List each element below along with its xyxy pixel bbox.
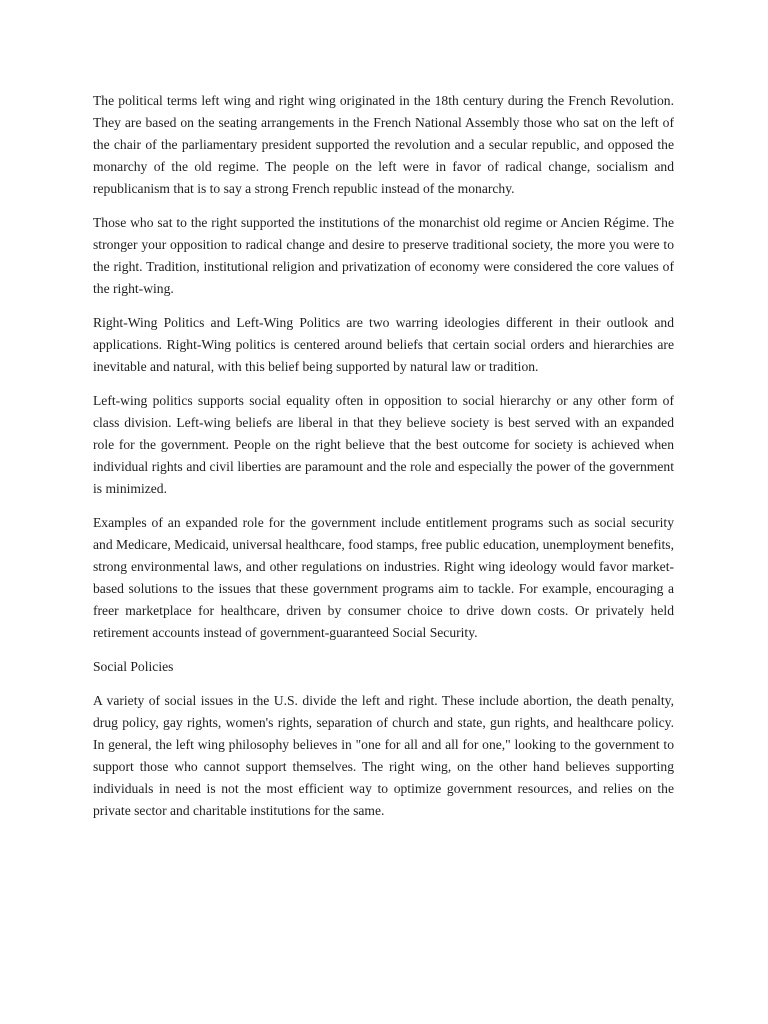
section-heading: Social Policies <box>93 659 174 674</box>
document-body <box>93 90 674 834</box>
paragraph-left-wing: Left-wing politics supports social equality often in opposition to social hierarchy or any other form of class division. Left-wing beliefs are liberal in that they believe society is best served with an expanded role for the government. People on the right believe that the best outcome for society is achieved when individual rights and civil liberties are paramount and the role and especially the power of the government is minimized. <box>93 393 674 496</box>
paragraph-ideologies: Right-Wing Politics and Left-Wing Politics are two warring ideologies different in their outlook and applications. Right-Wing politics is centered around beliefs that certain social orders and hierarchies are inevitable and natural, with this belief being supported by natural law or tradition. <box>93 315 674 374</box>
paragraph-social-issues: A variety of social issues in the U.S. divide the left and right. These include abortion, the death penalty, drug policy, gay rights, women's rights, separation of church and state, gun rights, and healthcare policy. In general, the left wing philosophy believes in "one for all and all for one," looking to the government to support those who cannot support themselves. The right wing, on the other hand believes supporting individuals in need is not the most efficient way to optimize government resources, and relies on the private sector and charitable institutions for the same. <box>93 693 674 818</box>
paragraph-origin: The political terms left wing and right wing originated in the 18th century during the French Revolution. They are based on the seating arrangements in the French National Assembly those who sat on the left of the chair of the parliamentary president supported the revolution and a secular republic, and opposed the monarchy of the old regime. The people on the left were in favor of radical change, socialism and republicanism that is to say a strong French republic instead of the monarchy. <box>93 93 674 196</box>
paragraph-right-origin: Those who sat to the right supported the institutions of the monarchist old regime or Ancien Régime. The stronger your opposition to radical change and desire to preserve traditional society, the more you were to the right. Tradition, institutional religion and privatization of economy were considered the core values of the right-wing. <box>93 215 674 296</box>
paragraph-examples: Examples of an expanded role for the government include entitlement programs such as social security and Medicare, Medicaid, universal healthcare, food stamps, free public education, unemployment benefits, strong environmental laws, and other regulations on industries. Right wing ideology would favor market-based solutions to the issues that these government programs aim to tackle. For example, encouraging a freer marketplace for healthcare, driven by consumer choice to drive down costs. Or privately held retirement accounts instead of government-guaranteed Social Security. <box>93 515 674 640</box>
